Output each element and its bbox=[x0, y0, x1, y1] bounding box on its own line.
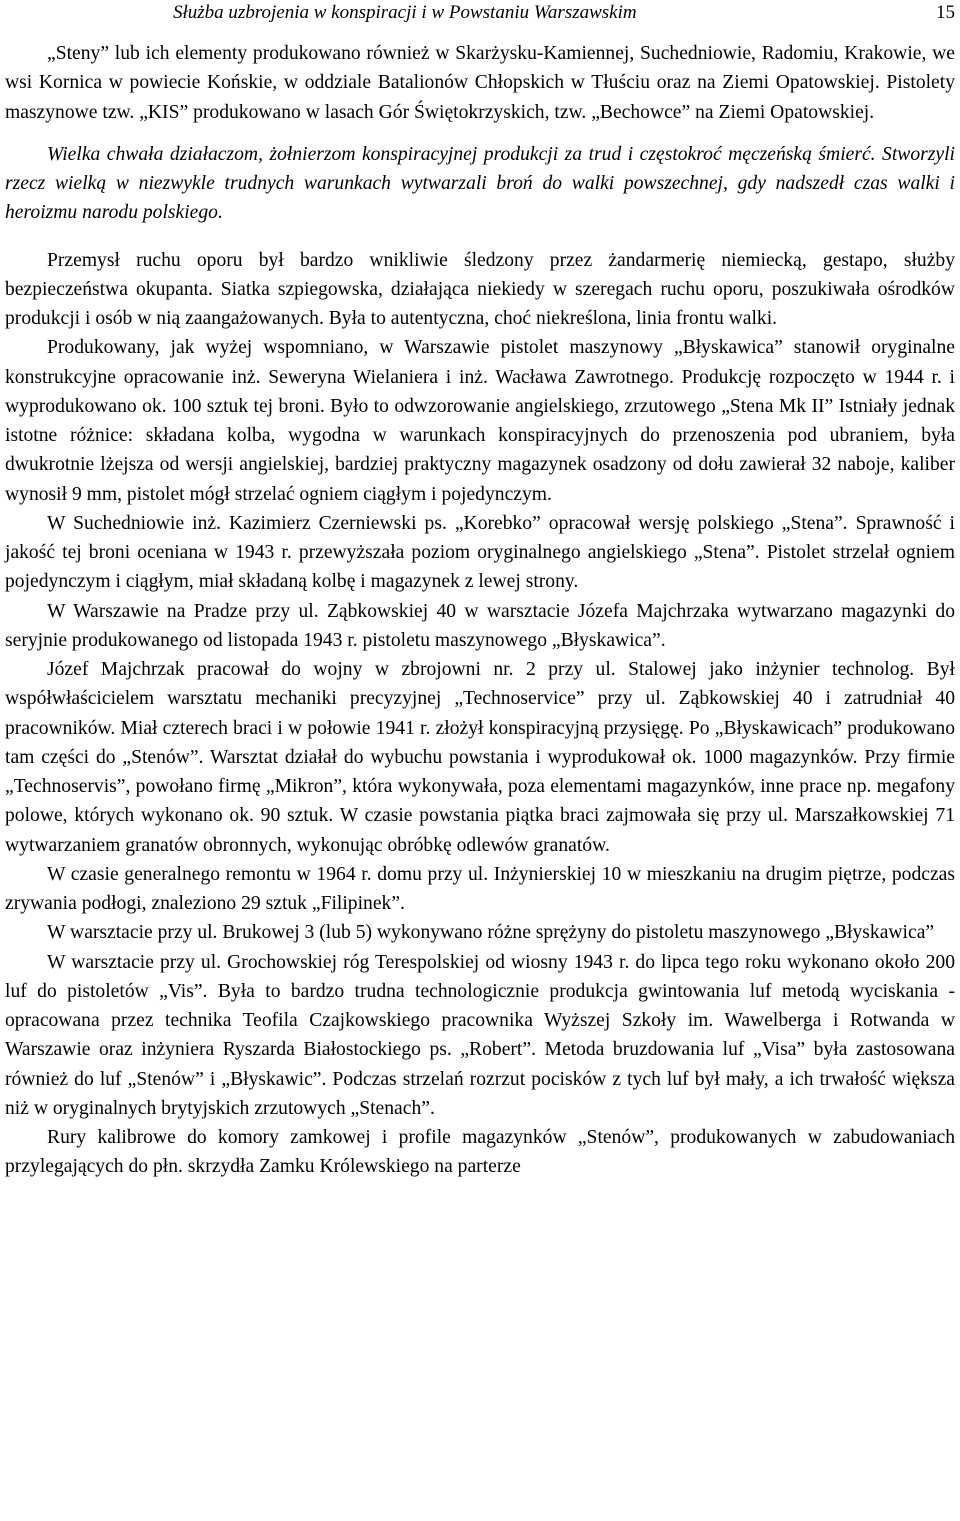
running-title: Służba uzbrojenia w konspiracji i w Powstaniu Warszawskim bbox=[173, 2, 637, 23]
paragraph-resistance-industry: Przemysł ruchu oporu był bardzo wnikliwie śledzony przez żandarmerię niemiecką, gestapo, służby bezpieczeństwa okupanta. Siatka szpiegowska, działająca niekiedy w szeregach ruchu oporu, poszukiwała ośrodków produkcji i osób w nią zaangażowanych. Była to autentyczna, choć niekreślona, linia frontu walki. bbox=[5, 249, 955, 329]
paragraph-blyskawica: Produkowany, jak wyżej wspomniano, w Warszawie pistolet maszynowy „Błyskawica” stanowił oryginalne konstrukcyjne opracowanie inż. Seweryna Wielaniera i inż. Wacława Zawrotnego. Produkcję rozpoczęto w 1944 r. i wyprodukowano ok. 100 sztuk tej broni. Było to odwzorowanie angielskiego, zrzutowego „Stena Mk II” Istniały jednak istotne różnice: składana kolba, wygodna w warunkach konspiracyjnych do przenoszenia pod ubraniem, była dwukrotnie lżejsza od wersji angielskiej, bardziej praktyczny magazynek osadzony od dołu zawierał 32 naboje, kaliber wynosił 9 mm, pistolet mógł strzelać ogniem ciągłym i pojedynczym. bbox=[5, 337, 955, 505]
paragraph-majchrzak: Józef Majchrzak pracował do wojny w zbrojowni nr. 2 przy ul. Stalowej jako inżynier technolog. Był współwłaścicielem warsztatu mechaniki precyzyjnej „Technoservice” przy ul. Ząbkowskiej 40 i zatrudniał 40 pracowników. Miał czterech braci i w połowie 1941 r. złożył konspiracyjną przysięgę. Po „Błyskawicach” produkowano tam części do „Stenów”. Warsztat działał do wybuchu powstania i wyprodukował ok. 1000 magazynków. Przy firmie „Technoservis”, powołano firmę „Mikron”, która wykonywała, poza elementami magazynków, inne prace np. megafony polowe, których wykonano ok. 90 sztuk. W czasie powstania piątka braci zajmowała się przy ul. Marszałkowskiej 71 wytwarzaniem granatów obronnych, wykonując obróbkę odlewów granatów. bbox=[5, 659, 955, 856]
paragraph-grochowska: W warsztacie przy ul. Grochowskiej róg Terespolskiej od wiosny 1943 r. do lipca tego roku wykonano około 200 luf do pistoletów „Vis”. Była to bardzo trudna technologicznie produkcja gwintowania luf metodą wyciskania - opracowana przez technika Teofila Czajkowskiego pracownika Wyższej Szkoły im. Wawelberga i Rotwanda w Warszawie oraz inżyniera Ryszarda Białostockiego ps. „Robert”. Metoda bruzdowania luf „Visa” była zastosowana również do luf „Stenów” i „Błyskawic”. Podczas strzelań rozrzut pocisków z tych luf był mały, a ich trwałość większa niż w oryginalnych brytyjskich zrzutowych „Stenach”. bbox=[5, 951, 955, 1119]
document-page bbox=[5, 0, 955, 1182]
page-header bbox=[5, 2, 955, 28]
paragraph-tribute: Wielka chwała działaczom, żołnierzom konspiracyjnej produkcji za trud i częstokroć męczeńską śmierć. Stworzyli rzecz wielką w niezwykle trudnych warunkach wytwarzali broń do walki powszechnej, gdy nadszedł czas walki i heroizmu narodu polskiego. bbox=[5, 143, 955, 224]
paragraph-suchedniow: W Suchedniowie inż. Kazimierz Czerniewski ps. „Korebko” opracował wersję polskiego „Stena”. Sprawność i jakość tej broni oceniana w 1943 r. przewyższała poziom oryginalnego angielskiego „Stena”. Pistolet strzelał ogniem pojedynczym i ciągłym, miał składaną kolbę i magazynek z lewej strony. bbox=[5, 512, 955, 593]
page-number: 15 bbox=[936, 2, 955, 23]
paragraph-stens-production: „Steny” lub ich elementy produkowano również w Skarżysku-Kamiennej, Suchedniowie, Radomiu, Krakowie, we wsi Kornica w powiecie Końskie, w oddziale Batalionów Chłopskich w Tłuściu oraz na Ziemi Opatowskiej. Pistolety maszynowe tzw. „KIS” produkowano w lasach Gór Świętokrzyskich, tzw. „Bechowce” na Ziemi Opatowskiej. bbox=[5, 43, 955, 123]
paragraph-brukowa: W warsztacie przy ul. Brukowej 3 (lub 5) wykonywano różne sprężyny do pistoletu maszynowego „Błyskawica” bbox=[47, 922, 935, 944]
paragraph-calibre-pipes: Rury kalibrowe do komory zamkowej i profile magazynków „Stenów”, produkowanych w zabudowaniach przylegających do płn. skrzydła Zamku Królewskiego na parterze bbox=[5, 1127, 955, 1178]
paragraph-praga-workshop: W Warszawie na Pradze przy ul. Ząbkowskiej 40 w warsztacie Józefa Majchrzaka wytwarzano magazynki do seryjnie produkowanego od listopada 1943 r. pistoletu maszynowego „Błyskawica”. bbox=[5, 600, 955, 651]
body-text bbox=[5, 39, 955, 1182]
paragraph-inzynierska: W czasie generalnego remontu w 1964 r. domu przy ul. Inżynierskiej 10 w mieszkaniu na drugim piętrze, podczas zrywania podłogi, znaleziono 29 sztuk „Filipinek”. bbox=[5, 863, 955, 914]
